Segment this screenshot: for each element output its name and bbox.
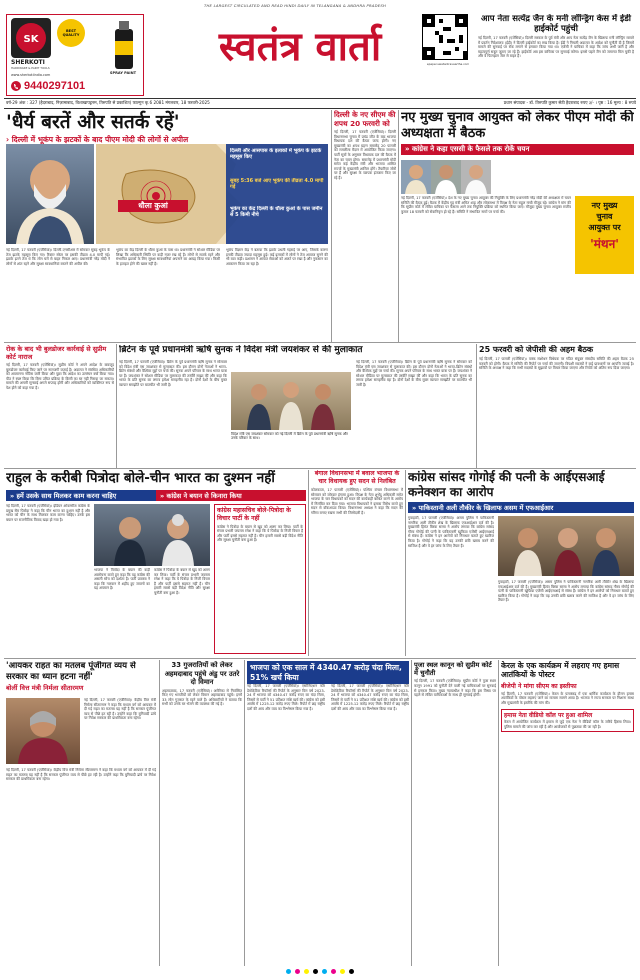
delhi-cm-body: नई दिल्ली, 17 फरवरी (एजेंसियां)। दिल्ली विधानसभा चुनाव में प्रचंड जीत के बाद भाजपा विधायक दल की बैठक जल्द होगी। नए मुख्यमंत्री का शपथ ग्रहण समारोह 20 फरवरी को रामलीला मैदान में आयोजित किया जाएगा। पार्टी सूत्रों के अनुसार विधायक दल की बैठक में नेता का चयन होगा। समारोह में प्रधानमंत्री मोदी समेत कई केंद्रीय मंत्री और भाजपा शासित राज्यों के मुख्यमंत्री शामिल होंगे। तैयारियां जोरों पर हैं और सुरक्षा के व्यापक इंतजाम किए जा रहे हैं।	[334, 130, 396, 180]
gogoi-strip: » पाकिस्तानी अली तौकीर के खिलाफ असम में एफआईआर	[408, 502, 634, 513]
advert-tag: BEST QUALITY	[57, 19, 85, 47]
top-right-body: नई दिल्ली, 17 फरवरी (एजेंसियां)। दिल्ली सरकार के पूर्व मंत्री और आप नेता सत्येंद्र जैन के खिलाफ मनी लॉन्ड्रिंग मामले में प्रवर्तन निदेशालय (ईडी) ने दिल्ली हाईकोर्ट का रुख किया है। ईडी ने निचली अदालत के आदेश को चुनौती दी है जिसमें मामले की सुनवाई पर रोक लगाने से इनकार किया गया था। एजेंसी ने याचिका में कहा कि जांच अभी जारी है और महत्वपूर्ण सबूत जुटाए जा रहे हैं। हाईकोर्ट अब इस याचिका पर सुनवाई करेगा। इससे पहले जैन को जमानत मिल चुकी है और वे फिलहाल जेल से बाहर हैं।	[478, 36, 634, 59]
bjp-headline: भाजपा को एक साल में 4340.47 करोड़ चंदा मिला, 51% खर्च किया	[250, 663, 402, 682]
rule-pitroda-right	[308, 470, 309, 656]
rule-sunak-right	[476, 344, 477, 468]
pitroda-strip-right: » कांग्रेस ने बयान से किनारा किया	[156, 490, 306, 501]
lead-subhead: › दिल्ली में भूकंप के झटकों के बाद पीएम मोदी की लोगों से अपील	[6, 135, 189, 144]
bjp-body-1: नई दिल्ली, 17 फरवरी (एजेंसियां)। एसोसिएशन फॉर डेमोक्रेटिक रिफॉर्म्स की रिपोर्ट के अनुसार वित्त वर्ष 2023-24 में भाजपा को 4340.47 करोड़ रुपए का चंदा मिला, जिसमें से पार्टी ने 51 प्रतिशत राशि खर्च की। कांग्रेस को इसी अवधि में 1225.12 करोड़ रुपए मिले। रिपोर्ट में छह राष्ट्रीय दलों की आय और व्यय का विश्लेषण किया गया है।	[247, 684, 325, 711]
kerala-headline: केरल के एक कार्यक्रम में लहराए गए हमास आतंकियों के पोस्टर	[501, 661, 620, 680]
advert-sub: HARDWARE & PAINT TOOLS	[11, 66, 50, 70]
reg-dot-yellow	[304, 969, 309, 974]
pitroda-box-body: कांग्रेस ने पित्रोदा के बयान से खुद को अलग कर लिया। पार्टी के संचार प्रभारी जयराम रमेश ने कहा कि ये पित्रोदा के निजी विचार हैं और पार्टी इससे सहमत नहीं है। चीन हमारी सबसे बड़ी विदेश नीति और सुरक्षा चुनौती बना हुआ है।	[217, 524, 303, 543]
rule-cm-right	[398, 110, 399, 342]
advert-logo	[11, 18, 51, 58]
kerala-box-body: केरल में आयोजित कार्यक्रम में हमास से जुड़े एक नेता ने वीडियो कॉल के जरिये हिस्सा लिया। पुलिस मामले की जांच कर रही है और आयोजकों से पूछताछ की जा रही है।	[504, 720, 631, 729]
pitroda-strip-left: » हमें उसके साथ मिलकर काम करना चाहिए	[10, 492, 117, 500]
gogoi-body: गुवाहाटी, 17 फरवरी (एजेंसियां)। असम पुलिस ने पाकिस्तानी नागरिक अली तौकीर शेख के खिलाफ एफआईआर दर्ज की है। मुख्यमंत्री हिमंत बिस्वा सरमा ने आरोप लगाया कि कांग्रेस सांसद गौरव गोगोई की पत्नी के पाकिस्तानी खुफिया एजेंसी आईएसआई से संबंध हैं। कांग्रेस ने इन आरोपों को निराधार बताते हुए खारिज किया है। गोगोई ने कहा कि यह उनकी छवि खराब करने की साजिश है और वे हर जांच के लिए तैयार हैं।	[408, 516, 494, 548]
bjp-body-2: नई दिल्ली, 17 फरवरी (एजेंसियां)। एसोसिएशन फॉर डेमोक्रेटिक रिफॉर्म्स की रिपोर्ट के अनुसार वित्त वर्ष 2023-24 में भाजपा को 4340.47 करोड़ रुपए का चंदा मिला, जिसमें से पार्टी ने 51 प्रतिशत राशि खर्च की। कांग्रेस को इसी अवधि में 1225.12 करोड़ रुपए मिले। रिपोर्ट में छह राष्ट्रीय दलों की आय और व्यय का विश्लेषण किया गया है।	[331, 684, 409, 711]
rule-row1	[4, 342, 636, 343]
rule-row3	[4, 658, 636, 659]
cec-photo-shah	[431, 160, 461, 194]
rule-pooja-right	[498, 660, 499, 966]
gogoi-headline: कांग्रेस सांसद गोगोई की पत्नी के आईएसआई कनेक्शन का आरोप	[408, 470, 605, 499]
pooja-headline: पूजा स्थल कानून को सुप्रीम कोर्ट में चुनौती	[414, 661, 492, 678]
sitharaman-photo	[6, 698, 80, 764]
pooja-body: नई दिल्ली, 17 फरवरी (एजेंसियां)। सुप्रीम कोर्ट ने पूजा स्थल कानून 1991 को चुनौती देने वाली नई याचिकाओं पर सुनवाई से इनकार किया। मुख्य न्यायाधीश ने कहा कि इस विषय पर पहले से लंबित याचिकाओं के साथ ही सुनवाई होगी।	[414, 679, 496, 698]
masthead-title: स्वतंत्र वार्ता	[218, 23, 382, 70]
bengal-story	[311, 470, 403, 656]
delhi-cm-headline: दिल्ली के नए सीएम की शपथ 20 फरवरी को	[334, 110, 396, 128]
arrow-icon: »	[412, 504, 419, 512]
cec-graphic-line2: चुनाव	[596, 212, 613, 221]
masthead-rule-bottom	[4, 108, 636, 109]
deport-headline: 33 गुजरातियों को लेकर अहमदाबाद पहुंचे अंडु पर उतरे दो विमान	[164, 661, 240, 686]
lead-body-col-1: नई दिल्ली, 17 फरवरी (एजेंसियां)। दिल्ली-एनसीआर में सोमवार सुबह भूकंप के तेज झटके महसूस किए गए। रिक्टर स्केल पर इसकी तीव्रता 4.0 मापी गई। झटके इतने तेज थे कि लोग घरों से बाहर निकल आए। प्रधानमंत्री नरेंद्र मोदी ने लोगों से शांत रहने और सुरक्षा सावधानियां बरतने की अपील की।	[6, 248, 110, 266]
print-registration-strip	[0, 968, 640, 974]
issue-line: वर्ष-29 अंक : 327 (हैदराबाद, निज़ामाबाद, विशाखापट्टनम, तिरुपति से प्रकाशित) फाल्गुन कृ.6 2081 मंगलवार, 18 फरवरी-2025	[6, 100, 210, 105]
lead-map-graphic	[96, 144, 328, 244]
kerala-subhead: बीजेपी ने मांगा सीएम का इस्तीफा	[501, 682, 577, 690]
arrow-icon: »	[160, 492, 167, 500]
lead-body-col-2: भूकंप का केंद्र दिल्ली के धौला कुआं के पास था। प्रधानमंत्री ने सोशल मीडिया पर लिखा कि अधिकारी स्थिति पर कड़ी नजर रख रहे हैं। लोगों से सतर्क रहने और संभावित झटकों के लिए सुरक्षा सावधानियां अपनाने का आग्रह किया गया। किसी के हताहत होने की खबर नहीं है।	[116, 248, 220, 266]
svg-text:SK: SK	[23, 34, 39, 45]
deport-story	[162, 661, 242, 961]
pitroda-body-1: नई दिल्ली, 17 फरवरी (एजेंसियां)। इंडियन ओवरसीज कांग्रेस के प्रमुख सैम पित्रोदा ने कहा कि चीन भारत का दुश्मन नहीं है और भारत को चीन के साथ मिलकर काम करना चाहिए। उनके इस बयान पर राजनीतिक विवाद खड़ा हो गया है।	[6, 504, 90, 522]
map-label: धौला कुआं	[118, 200, 188, 212]
rule-deport-right	[244, 660, 245, 966]
reg-dot-magenta	[295, 969, 300, 974]
pitroda-photo	[94, 504, 210, 566]
top-right-headline: आप नेता सत्येंद्र जैन के मनी लॉन्ड्रिंग केस में ईडी हाईकोर्ट पहुंची	[481, 14, 631, 34]
advert-website[interactable]: www.sherkotiindia.com	[11, 73, 51, 77]
kerala-story	[501, 661, 634, 961]
advert-brand: SHERKOTI	[11, 59, 45, 66]
masthead-website[interactable]: epaper.swatantravaartha.com	[426, 62, 470, 66]
kerala-box-headline: हमास नेता वीडियो कॉल पर हुआ शामिल	[504, 711, 593, 719]
spray-can-icon	[111, 19, 137, 71]
rule-row2	[4, 468, 636, 469]
phone-icon	[11, 81, 21, 91]
sunak-photo	[231, 372, 351, 430]
reg-dot-black-2	[349, 969, 354, 974]
cec-photo-modi	[401, 160, 431, 194]
pooja-story	[414, 661, 496, 961]
pitroda-headline: राहुल के करीबी पित्रोदा बोले-चीन भारत का दुश्मन नहीं	[6, 470, 275, 486]
cec-headline: नए मुख्य चुनाव आयुक्त को लेकर पीएम मोदी की अध्यक्षता में बैठक	[401, 110, 634, 141]
sunak-headline: ब्रिटेन के पूर्व प्रधानमंत्री ऋषि सुनक ने विदेश मंत्री जयशंकर से की मुलाकात	[119, 345, 363, 355]
rule-bengal-right	[405, 470, 406, 656]
kerala-body: नई दिल्ली, 17 फरवरी (एजेंसियां)। केरल के पलक्कड़ में एक धार्मिक कार्यक्रम के दौरान हमास आतंकियों के पोस्टर लहराए जाने का मामला सामने आया है। भाजपा ने राज्य सरकार पर निशाना साधा और मुख्यमंत्री के इस्तीफे की मांग की।	[501, 691, 634, 705]
arrow-icon: »	[10, 492, 17, 500]
rule-bjp-right	[411, 660, 412, 966]
jpc-body: नई दिल्ली, 17 फरवरी (एजेंसियां)। वक्फ संशोधन विधेयक पर गठित संयुक्त संसदीय समिति की अहम बैठक 25 फरवरी को होगी। बैठक में समिति की रिपोर्ट पर चर्चा की जाएगी। विपक्षी सदस्यों ने कई प्रावधानों पर आपत्ति जताई है। समिति के अध्यक्ष ने कहा कि सभी सदस्यों के सुझावों पर विचार किया जाएगा और रिपोर्ट को अंतिम रूप दिया जाएगा।	[479, 357, 634, 371]
map-note-1: दिल्ली और आसपास के इलाकों में भूकंप के झटके महसूस किए	[230, 148, 322, 161]
reg-dot-cyan-2	[322, 969, 327, 974]
sunak-caption: विदेश मंत्री एस जयशंकर सोमवार को नई दिल्ली में ब्रिटेन के पूर्व प्रधानमंत्री ऋषि सुनक और उनके परिवार के साथ।	[231, 432, 348, 441]
masthead	[0, 0, 640, 100]
reg-dot-magenta-2	[331, 969, 336, 974]
sc-body: नई दिल्ली, 17 फरवरी (एजेंसियां)। सुप्रीम कोर्ट ने अपने आदेश के बावजूद बुलडोजर कार्रवाई किए जाने पर नाराजगी जताई है। अदालत ने संबंधित अधिकारियों को अवमानना नोटिस जारी किया और पूछा कि आदेश का उल्लंघन क्यों किया गया। पीठ ने स्पष्ट किया कि बिना उचित प्रक्रिया के किसी का घर नहीं गिराया जा सकता। मामले की अगली सुनवाई अगले सप्ताह होगी और अधिकारियों को व्यक्तिगत रूप से पेश होने को कहा गया है।	[6, 363, 114, 390]
reg-dot-cyan	[286, 969, 291, 974]
advert-bottle-label: SPRAY PAINT	[109, 71, 137, 75]
arrow-icon: ›	[6, 135, 12, 144]
pitroda-box	[214, 504, 306, 654]
gogoi-photo	[498, 516, 634, 576]
rule-lead-right	[331, 110, 332, 342]
jpc-headline: 25 फरवरी को जेपीसी की अहम बैठक	[479, 345, 594, 354]
lead-headline: 'धैर्य बरतें और सतर्क रहें'	[6, 111, 180, 133]
bengal-body: कोलकाता, 17 फरवरी (एजेंसियां)। पश्चिम बंगाल विधानसभा में सोमवार को जोरदार हंगामा हुआ। विपक्ष के नेता शुभेंदु अधिकारी समेत भाजपा के चार विधायकों को सदन की कार्यवाही बाधित करने के आरोप में निलंबित कर दिया गया। भाजपा विधायकों ने इसका विरोध करते हुए सदन से वॉकआउट किया। विधानसभा अध्यक्ष ने कहा कि सदन की गरिमा बनाए रखना सभी की जिम्मेदारी है।	[311, 488, 403, 515]
supreme-court-story	[6, 345, 114, 465]
pitroda-strip	[6, 490, 306, 501]
top-right-story	[478, 14, 634, 94]
deport-body: अहमदाबाद, 17 फरवरी (एजेंसियां)। अमेरिका से निर्वासित किए गए भारतीयों को लेकर विमान अहमदाबाद पहुंचे। इनमें 33 लोग गुजरात के रहने वाले हैं। अधिकारियों ने बताया कि सभी को उनके घर भेजने की व्यवस्था की गई है।	[162, 688, 242, 707]
cec-graphic-line3: आयुक्त पर	[588, 223, 621, 232]
lead-photo-modi	[6, 144, 94, 244]
editor-line: प्रधान संपादक - डॉ. तिरुपति कुमार सेठी हैदराबाद रुपए ३/- । पृष्ठ : 16 मूल्य : 8 रुपये	[503, 100, 636, 105]
gogoi-body-2: गुवाहाटी, 17 फरवरी (एजेंसियां)। असम पुलिस ने पाकिस्तानी नागरिक अली तौकीर शेख के खिलाफ एफआईआर दर्ज की है। मुख्यमंत्री हिमंत बिस्वा सरमा ने आरोप लगाया कि कांग्रेस सांसद गौरव गोगोई की पत्नी के पाकिस्तानी खुफिया एजेंसी आईएसआई से संबंध हैं। कांग्रेस ने इन आरोपों को निराधार बताते हुए खारिज किया है। गोगोई ने कहा कि यह उनकी छवि खराब करने की साजिश है और वे हर जांच के लिए तैयार हैं।	[498, 580, 634, 603]
sitharaman-body-2: नई दिल्ली, 17 फरवरी (एजेंसियां)। केंद्रीय वित्त मंत्री निर्मला सीतारमण ने कहा कि मध्यम वर्ग को आयकर में दी गई राहत का मतलब यह नहीं है कि सरकार पूंजीगत व्यय से पीछे हट रही है। उन्होंने कहा कि बुनियादी ढांचे पर निवेश सरकार की प्राथमिकता बना रहेगा।	[6, 768, 156, 782]
sitharaman-headline: 'आयकर राहत का मतलब पूंजीगत व्यय से सरकार का ध्यान हटना नहीं'	[6, 661, 136, 682]
arrow-icon: »	[405, 145, 412, 153]
sunak-body-right: नई दिल्ली, 17 फरवरी (एजेंसियां)। ब्रिटेन के पूर्व प्रधानमंत्री ऋषि सुनक ने सोमवार को विदेश मंत्री एस जयशंकर से मुलाकात की। इस दौरान दोनों नेताओं ने भारत-ब्रिटेन संबंधों और वैश्विक मुद्दों पर चर्चा की। सुनक अपने परिवार के साथ भारत यात्रा पर हैं। जयशंकर ने सोशल मीडिया पर मुलाकात की तस्वीरें साझा कीं और कहा कि भारत के प्रति सुनक का लगाव हमेशा सराहनीय रहा है। दोनों देशों के बीच मुक्त व्यापार समझौते पर बातचीत भी जारी है।	[356, 360, 472, 387]
cec-body: नई दिल्ली, 17 फरवरी (एजेंसियां)। देश के नए मुख्य चुनाव आयुक्त की नियुक्ति के लिए प्रधानमंत्री नरेंद्र मोदी की अध्यक्षता में चयन समिति की बैठक हुई। बैठक में केंद्रीय गृह मंत्री अमित शाह और लोकसभा में विपक्ष के नेता राहुल गांधी मौजूद रहे। कांग्रेस ने मांग की कि सुप्रीम कोर्ट में लंबित याचिका पर फैसला आने तक नियुक्ति प्रक्रिया को स्थगित किया जाए। मौजूदा मुख्य चुनाव आयुक्त राजीव कुमार 18 फरवरी को सेवानिवृत्त हो रहे हैं। समिति ने संभावित नामों पर चर्चा की।	[401, 196, 571, 214]
bengal-headline: बंगाल विधानसभा में बवाल भाजपा के चार विधायक हुए सदन से निलंबित	[314, 470, 400, 485]
sc-headline: रोक के बाद भी बुलडोजर कार्रवाई से सुप्रीम कोर्ट नाराज	[6, 345, 107, 361]
cec-photo-rahul	[461, 160, 491, 194]
advert-box[interactable]	[6, 14, 144, 96]
reg-dot-yellow-2	[340, 969, 345, 974]
pitroda-body-2: भाजपा ने पित्रोदा के बयान की कड़ी आलोचना करते हुए कहा कि यह कांग्रेस की असली सोच को दर्शाता है। पार्टी प्रवक्ता ने कहा कि गलवान में शहीद हुए जवानों का यह अपमान है।	[94, 568, 150, 591]
rule-sc-right	[116, 344, 117, 468]
lead-body-col-3: भूकंप विज्ञान केंद्र ने बताया कि झटके उथली गहराई पर आए, जिसके कारण इनकी तीव्रता ज्यादा महसूस हुई। कई इलाकों में लोगों ने तेज आवाज सुनने की भी बात कही। प्रशासन ने आपात सेवाओं को अलर्ट पर रखा है और नुकसान का आकलन किया जा रहा है।	[226, 248, 328, 266]
map-note-3: भूकंप का केंद्र दिल्ली के धौला कुआं के पास जमीन से 5 किमी नीचे	[230, 206, 323, 219]
kerala-box	[501, 709, 634, 733]
sunak-body-left: नई दिल्ली, 17 फरवरी (एजेंसियां)। ब्रिटेन के पूर्व प्रधानमंत्री ऋषि सुनक ने सोमवार को विदेश मंत्री एस जयशंकर से मुलाकात की। इस दौरान दोनों नेताओं ने भारत-ब्रिटेन संबंधों और वैश्विक मुद्दों पर चर्चा की। सुनक अपने परिवार के साथ भारत यात्रा पर हैं। जयशंकर ने सोशल मीडिया पर मुलाकात की तस्वीरें साझा कीं और कहा कि भारत के प्रति सुनक का लगाव हमेशा सराहनीय रहा है। दोनों देशों के बीच मुक्त व्यापार समझौते पर बातचीत भी जारी है।	[119, 360, 227, 387]
pitroda-body-3: कांग्रेस ने पित्रोदा के बयान से खुद को अलग कर लिया। पार्टी के संचार प्रभारी जयराम रमेश ने कहा कि ये पित्रोदा के निजी विचार हैं और पार्टी इससे सहमत नहीं है। चीन हमारी सबसे बड़ी विदेश नीति और सुरक्षा चुनौती बना हुआ है।	[154, 568, 210, 595]
qr-code[interactable]	[422, 14, 468, 60]
rule-sitharaman-right	[159, 660, 160, 966]
delhi-cm-story	[334, 110, 396, 340]
cec-graphic-line4: 'मंथन'	[590, 237, 619, 251]
cec-graphic-line1: नए मुख्य	[591, 201, 618, 210]
sitharaman-subhead: बोलीं वित्त मंत्री निर्मला सीतारमण	[6, 684, 84, 692]
advert-phone[interactable]	[11, 79, 141, 93]
reg-dot-black	[313, 969, 318, 974]
bjp-headline-box	[247, 661, 409, 684]
cec-graphic	[575, 196, 634, 274]
advert-phone-number: 9440297101	[24, 80, 86, 92]
jpc-story	[479, 345, 634, 465]
masthead-tagline: THE LARGEST CIRCULATED AND READ HINDI DAILY IN TELANGANA & ANDHRA PRADESH	[203, 3, 386, 8]
sitharaman-body-1: नई दिल्ली, 17 फरवरी (एजेंसियां)। केंद्रीय वित्त मंत्री निर्मला सीतारमण ने कहा कि मध्यम वर्ग को आयकर में दी गई राहत का मतलब यह नहीं है कि सरकार पूंजीगत व्यय से पीछे हट रही है। उन्होंने कहा कि बुनियादी ढांचे पर निवेश सरकार की प्राथमिकता बना रहेगा।	[84, 698, 156, 721]
cec-strip: » कांग्रेस ने कहा एससी के फैसले तक रोकें चयन	[401, 144, 634, 155]
map-note-2: सुबह 5:36 बजे आए भूकंप की तीव्रता 4.0 मापी गई	[230, 178, 324, 191]
pitroda-box-headline: कांग्रेस महासचिव बोले-पित्रोदा के विचार पार्टी के नहीं	[217, 507, 291, 522]
